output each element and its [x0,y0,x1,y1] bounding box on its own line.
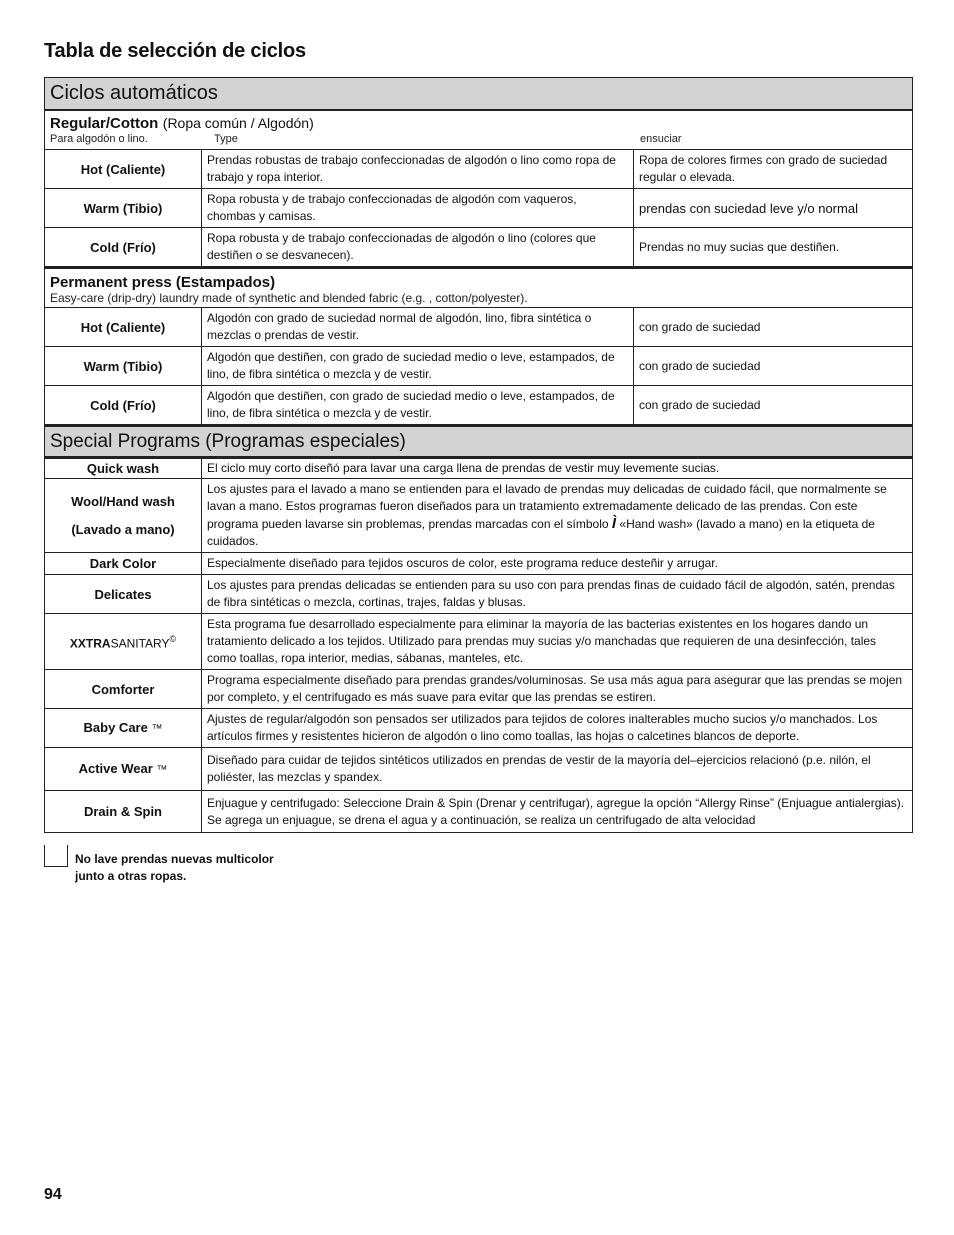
row-description: Ropa robusta y de trabajo confeccionadas de algodón com vaqueros, chombas y camisas. [202,189,634,228]
row-label: Hot (Caliente) [45,150,202,189]
row-label: Comforter [45,670,202,709]
permanent-note: Easy-care (drip-dry) laundry made of synthetic and blended fabric (e.g. , cotton/polyester). [50,291,528,305]
special-table [44,458,913,833]
row-soil: con grado de suciedad [634,386,913,425]
row-description-group [202,479,913,553]
row-label-group [45,709,202,748]
footnote-text [75,851,335,885]
regular-subtitle: (Ropa común / Algodón) [162,115,314,131]
regular-table [44,149,913,267]
table-row [45,670,913,709]
row-soil: Ropa de colores firmes con grado de suciedad regular o elevada. [634,150,913,189]
footnote-box [44,845,68,867]
table-row [45,228,913,267]
row-label: Delicates [45,575,202,614]
row-description: Programa especialmente diseñado para prendas grandes/voluminosas. Se usa más agua para asegurar que las prendas se mojen por completo, y el centrifugado es más suave para evitar que las prendas se estiren. [202,670,913,709]
row-description: Los ajustes para prendas delicadas se entienden para su uso con para prendas finas de cuidado fácil de algodón, satén, prendas de fibra sintéticas o mezcla, cortinas, trajes, faldas y blusas. [202,575,913,614]
row-description: Especialmente diseñado para tejidos oscuros de color, este programa reduce desteñir y arrugar. [202,553,913,575]
row-label-secondary: (Lavado a mano) [71,522,175,537]
row-soil: Prendas no muy sucias que destiñen. [634,228,913,267]
regular-note: Para algodón o lino. [50,133,148,145]
row-description: Algodón que destiñen, con grado de suciedad medio o leve, estampados, de lino, de fibra sintética o mezcla y de vestir. [202,386,634,425]
row-label-group [45,614,202,670]
trademark-mark: ™ [151,722,163,735]
row-label-bold: XXTRA [69,636,111,651]
row-label: Cold (Frío) [45,228,202,267]
footnote-line-2: junto a otras ropas. [75,869,187,883]
regular-subheader-row [50,133,907,147]
row-label: Cold (Frío) [45,386,202,425]
row-description: Diseñado para cuidar de tejidos sintéticos utilizados en prendas de vestir de la mayoría del‒ejercicios relacionó (p.e. nilón, el poliéster, las mezclas y spandex. [202,748,913,791]
column-type-label: Type [214,133,238,145]
table-row [45,575,913,614]
page-title: Tabla de selección de ciclos [44,40,306,62]
hand-wash-symbol-icon: Ì [611,515,617,532]
table-row [45,386,913,425]
row-label: Hot (Caliente) [45,308,202,347]
row-description: Algodón que destiñen, con grado de suciedad medio o leve, estampados, de lino, de fibra sintética o mezcla y de vestir. [202,347,634,386]
table-row [45,709,913,748]
automatic-cycles-header: Ciclos automáticos [44,77,913,111]
table-row [45,347,913,386]
row-soil: con grado de suciedad [634,347,913,386]
regular-group-header [44,111,913,149]
table-row [45,791,913,833]
row-label: Warm (Tibio) [45,347,202,386]
row-label: Active Wear [78,760,153,776]
row-label-light: SANITARY [110,636,170,651]
row-label: Quick wash [45,459,202,479]
row-soil: con grado de suciedad [634,308,913,347]
table-row [45,150,913,189]
row-description-end: «Hand wash» (lavado a mano) en la etiqueta de cuidados. [207,517,875,548]
table-row [45,553,913,575]
row-label: Baby Care [83,719,148,735]
cycle-table [44,77,913,833]
footnote-line-1: No lave prendas nuevas multicolor [75,852,274,866]
regular-title: Regular/Cotton [50,115,159,132]
row-label: Warm (Tibio) [45,189,202,228]
row-description: El ciclo muy corto diseñó para lavar una carga llena de prendas de vestir muy levemente sucias. [202,459,913,479]
row-description: Enjuague y centrifugado: Seleccione Drain & Spin (Drenar y centrifugar), agregue la opción “Allergy Rinse” (Enjuague antialergias). Se agrega un enjuague, se drena el agua y a continuación, se realiza un centrifugado de alta velocidad [202,791,913,833]
row-label-group [45,748,202,791]
copyright-mark: © [169,633,177,644]
table-row [45,614,913,670]
table-row [45,748,913,791]
row-description: Prendas robustas de trabajo confeccionadas de algodón o lino como ropa de trabajo y ropa interior. [202,150,634,189]
row-description: Ropa robusta y de trabajo confeccionadas de algodón o lino (colores que destiñen o se desvanecen). [202,228,634,267]
row-soil: prendas con suciedad leve y/o normal [634,189,913,228]
row-description: Esta programa fue desarrollado especialmente para eliminar la mayoría de las bacterias existentes en los hogares dando un tratamiento delicado a los tejidos. Utilizado para prendas muy sucias y/o manchadas que requieren de una desinfección, tales como toallas, ropa interior, medias, sábanas, manteles, etc. [202,614,913,670]
row-description: Ajustes de regular/algodón son pensados ser utilizados para tejidos de colores inalterables mucho sucios y/o manchados. Los artículos firmes y resistentes hicieron de algodón o lino como toallas, las hojas o calcetines blancos de deporte. [202,709,913,748]
permanent-title: Permanent press (Estampados) [50,274,276,291]
column-soil-label: ensuciar [640,133,682,145]
table-row [45,308,913,347]
permanent-table [44,307,913,425]
trademark-mark: ™ [156,763,168,776]
table-row [45,459,913,479]
permanent-group-header [44,267,913,307]
row-description: Los ajustes para el lavado a mano se entienden para el lavado de prendas muy delicadas de cuidado fácil, que normalmente se lavan a mano. Estos programas fueron diseñados para un tratamiento extremadamente delicado de las prendas. Con este programa pueden lavarse sin problemas, prendas marcadas con el símbolo [207,482,887,531]
row-label-group [45,479,202,553]
table-row [45,479,913,553]
page-number: 94 [44,1186,62,1203]
table-row [45,189,913,228]
row-label: Wool/Hand wash [71,494,175,509]
special-programs-header: Special Programs (Programas especiales) [44,425,913,458]
row-label: Drain & Spin [45,791,202,833]
row-label: Dark Color [45,553,202,575]
row-description: Algodón con grado de suciedad normal de algodón, lino, fibra sintética o mezclas o prendas de vestir. [202,308,634,347]
